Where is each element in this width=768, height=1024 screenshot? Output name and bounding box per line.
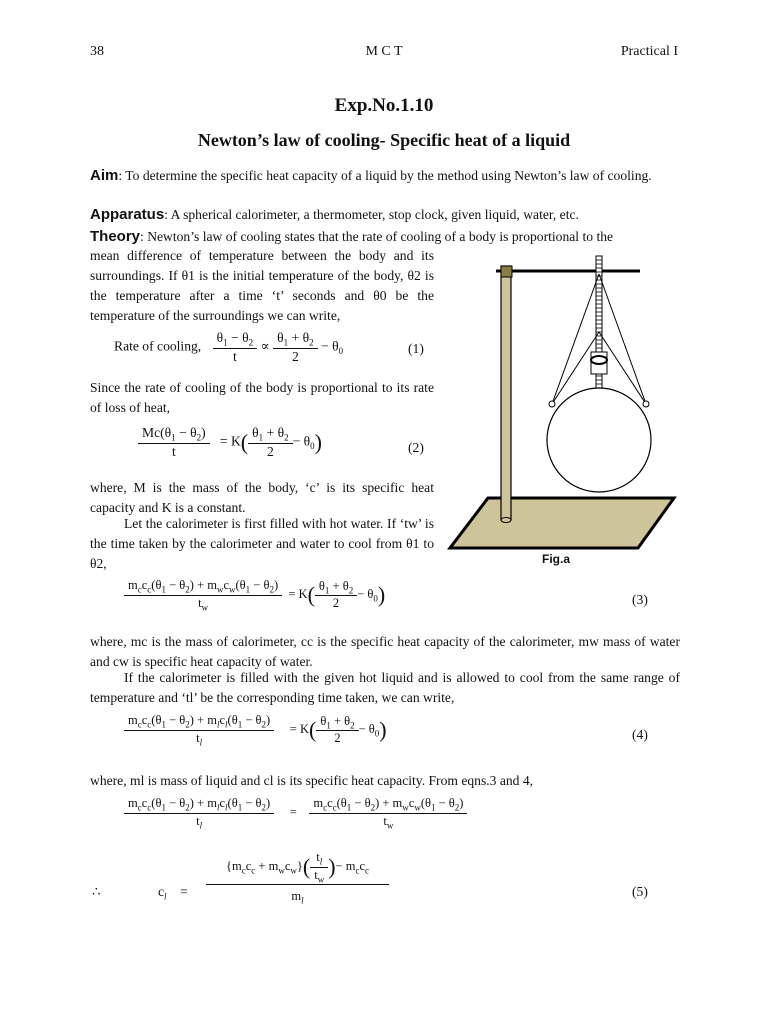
text-calorimeter-water: Let the calorimeter is first filled with hot water. If ‘tw’ is the time taken by the calorimeter and water to cool from θ1 to θ2, (90, 516, 434, 571)
therefore-symbol: ∴ (92, 884, 101, 899)
rate-of-cooling-label: Rate of cooling, (114, 338, 202, 354)
text-calorimeter-definition: where, mc is the mass of calorimeter, cc is the specific heat capacity of the calorimeter, mw mass of water and cw is specific heat capacity of water. (90, 634, 680, 669)
equation-combined: $\frac{m_cc_c(\theta_1 - \theta_2) + m_lc_l(\theta_1 - \theta_2)}{t_l}$ = $\frac{m_cc_c(\theta_1 - \theta_2) + m_wc_w(\theta_1 - \theta_2)}{t_w}$ (124, 796, 467, 830)
equation-2: $\frac{Mc(\theta_1 - \theta_2)}{t}$ = K( $\frac{\theta_1 + \theta_2}{2}$ − $\theta_0$) (138, 425, 322, 460)
theory-paragraph: mean difference of temperature between the body and its surroundings. If θ1 is the initial temperature of the body, θ2 is the temperature after a time ‘t’ seconds and θ0 be the temperature of the surroundings we can write, (90, 248, 434, 323)
aim-label: Aim (90, 167, 119, 184)
equation-4: $\frac{m_cc_c(\theta_1 - \theta_2) + m_lc_l(\theta_1 - \theta_2)}{t_l}$ = K( $\frac{\theta_1 + \theta_2}{2}$ − $\theta_0$) (124, 713, 387, 747)
apparatus-paragraph (90, 205, 680, 225)
aim-paragraph (90, 166, 680, 186)
equation-5-number: (5) (632, 884, 648, 899)
theory-line1: : Newton’s law of cooling states that the rate of cooling of a body is proportional to the (140, 229, 614, 244)
text-eqns-combined: where, ml is mass of liquid and cl is its specific heat capacity. From eqns.3 and 4, (90, 773, 534, 788)
spherical-calorimeter (547, 388, 651, 492)
experiment-title: Newton’s law of cooling- Specific heat of a liquid (197, 130, 571, 150)
running-header: M C T (365, 44, 403, 59)
experiment-number: Exp.No.1.10 (334, 95, 434, 116)
clamp-boss (501, 266, 512, 277)
apparatus-text: : A spherical calorimeter, a thermometer, stop clock, given liquid, water, etc. (164, 207, 579, 222)
theory-first-line (90, 227, 680, 247)
apparatus-label: Apparatus (90, 206, 165, 223)
equation-1: Rate of cooling, $\frac{\theta_1 - \theta_2}{t}$ ∝ $\frac{\theta_1 + \theta_2}{2}$ − $\theta_0$ (114, 330, 344, 364)
equation-5: $\{m_cc_c + m_wc_w\}$( $\frac{t_l}{t_w}$ )− $m_cc_c$ $m_l$ (206, 850, 389, 906)
theory-label: Theory (90, 228, 141, 245)
calorimeter-stand-figure (442, 252, 682, 562)
aim-text: : To determine the specific heat capacity of a liquid by the method using Newton’s law of cooling. (118, 168, 652, 183)
equation-2-number: (2) (408, 440, 424, 455)
text-mass-definition: where, M is the mass of the body, ‘c’ is its specific heat capacity and K is a constant. (90, 480, 434, 515)
specific-heat-symbol: c (158, 884, 165, 899)
suspension-string-left (552, 274, 599, 404)
figure-caption: Fig.a (542, 552, 571, 566)
text-hot-liquid: If the calorimeter is filled with the given hot liquid and is allowed to cool from the same range of temperature and ‘tl’ be the corresponding time taken, we can write, (90, 670, 680, 705)
stand-rod (501, 266, 511, 520)
equation-1-number: (1) (408, 341, 424, 356)
equation-3-number: (3) (632, 592, 648, 607)
equation-3: $\frac{m_cc_c(\theta_1 - \theta_2) + m_wc_w(\theta_1 - \theta_2)}{t_w}$ = K( $\frac{\theta_1 + \theta_2}{2}$ − $\theta_0$) (124, 578, 385, 612)
text-rate-of-loss: Since the rate of cooling of the body is proportional to its rate of loss of heat, (90, 380, 434, 415)
page-number: 38 (90, 44, 104, 59)
suspension-string-right (599, 274, 646, 404)
stand-base (450, 498, 674, 548)
section-label: Practical I (620, 44, 678, 59)
equation-4-number: (4) (632, 727, 648, 742)
equation-5-lhs: $c_l$ = (158, 884, 188, 902)
